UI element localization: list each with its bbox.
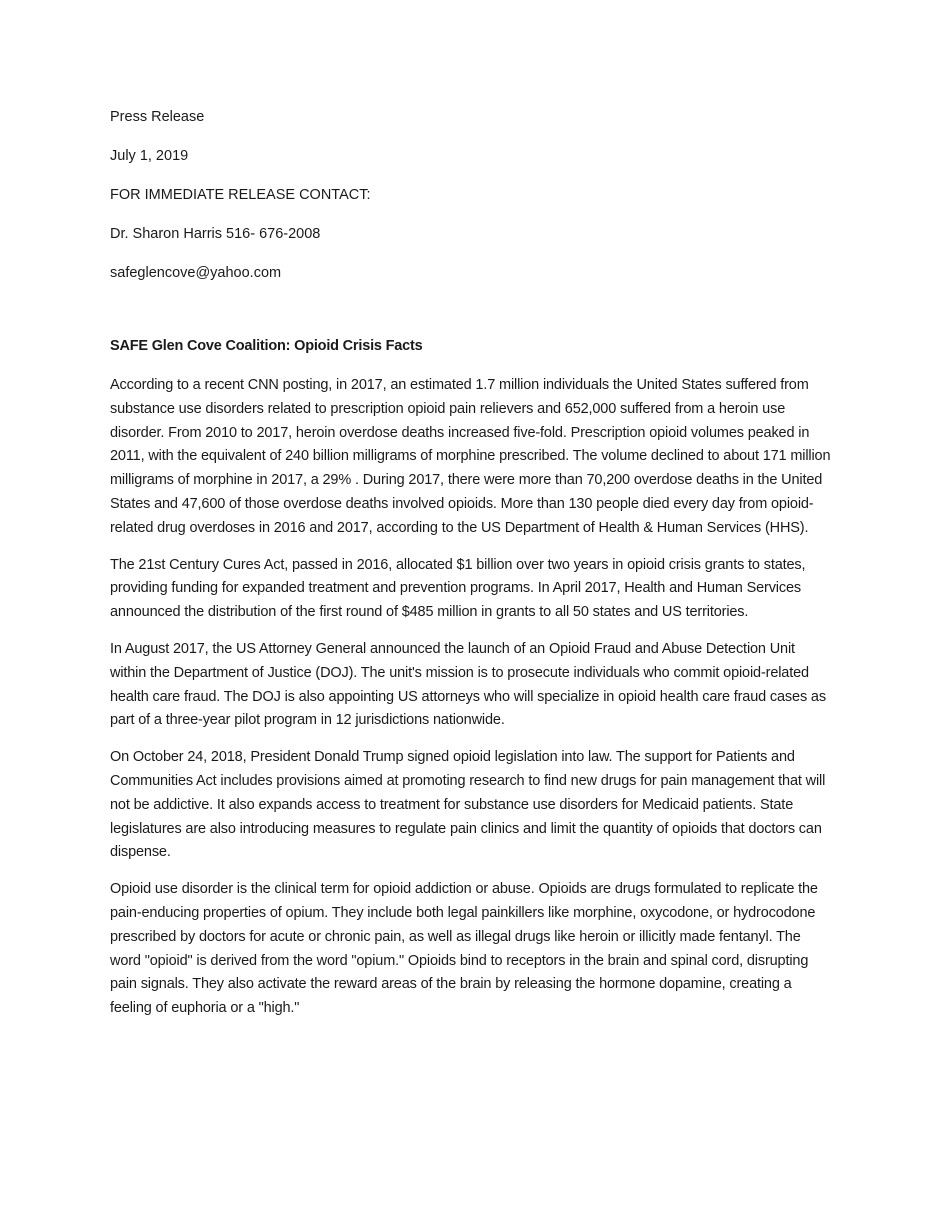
paragraph-doj-unit: In August 2017, the US Attorney General announced the launch of an Opioid Fraud and Abuse Detection Unit within the Department of Justice (DOJ). The unit's mission is to prosecute individuals who commit opioid-related health care fraud. The DOJ is also appointing US attorneys who will specialize in opioid health care fraud cases as part of a three-year pilot program in 12 jurisdictions nationwide. [110, 640, 826, 729]
document-page [110, 108, 832, 1034]
paragraph-cnn-statistics: According to a recent CNN posting, in 2017, an estimated 1.7 million individuals the United States suffered from substance use disorders related to prescription opioid pain relievers and 652,000 suffered from a heroin use disorder. From 2010 to 2017, heroin overdose deaths increased five-fold. Prescription opioid volumes peaked in 2011, with the equivalent of 240 billion milligrams of morphine prescribed. The volume declined to about 171 million milligrams of morphine in 2017, a 29% . During 2017, there were more than 70,200 overdose deaths in the United States and 47,600 of those overdose deaths involved opioids. More than 130 people died every day from opioid-related drug overdoses in 2016 and 2017, according to the US Department of Health & Human Services (HHS). [110, 377, 831, 536]
paragraph-opioid-legislation: On October 24, 2018, President Donald Trump signed opioid legislation into law. The support for Patients and Communities Act includes provisions aimed at promoting research to find new drugs for pain management that will not be addictive. It also expands access to treatment for substance use disorders for Medicaid patients. State legislatures are also introducing measures to regulate pain clinics and limit the quantity of opioids that doctors can dispense. [110, 749, 826, 861]
contact-email: safeglencove@yahoo.com [110, 265, 282, 281]
release-contact-label: FOR IMMEDIATE RELEASE CONTACT: [110, 187, 371, 203]
article-title: SAFE Glen Cove Coalition: Opioid Crisis Facts [110, 338, 423, 354]
paragraph-cures-act: The 21st Century Cures Act, passed in 2016, allocated $1 billion over two years in opioid crisis grants to states, providing funding for expanded treatment and prevention programs. In April 2017, Health and Human Services announced the distribution of the first round of $485 million in grants to all 50 states and US territories. [110, 556, 806, 621]
header-spacer [110, 303, 832, 337]
paragraph-opioid-use-disorder: Opioid use disorder is the clinical term for opioid addiction or abuse. Opioids are drugs formulated to replicate the pain-enducing properties of opium. They include both legal painkillers like morphine, oxycodone, or hydrocodone prescribed by doctors for acute or chronic pain, as well as illegal drugs like heroin or illicitly made fentanyl. The word "opioid" is derived from the word "opium." Opioids bind to receptors in the brain and spinal cord, disrupting pain signals. They also activate the reward areas of the brain by releasing the hormone dopamine, creating a feeling of euphoria or a "high." [110, 881, 818, 1017]
press-release-label: Press Release [110, 109, 205, 125]
contact-name-phone: Dr. Sharon Harris 516- 676-2008 [110, 226, 321, 242]
release-date: July 1, 2019 [110, 148, 189, 164]
